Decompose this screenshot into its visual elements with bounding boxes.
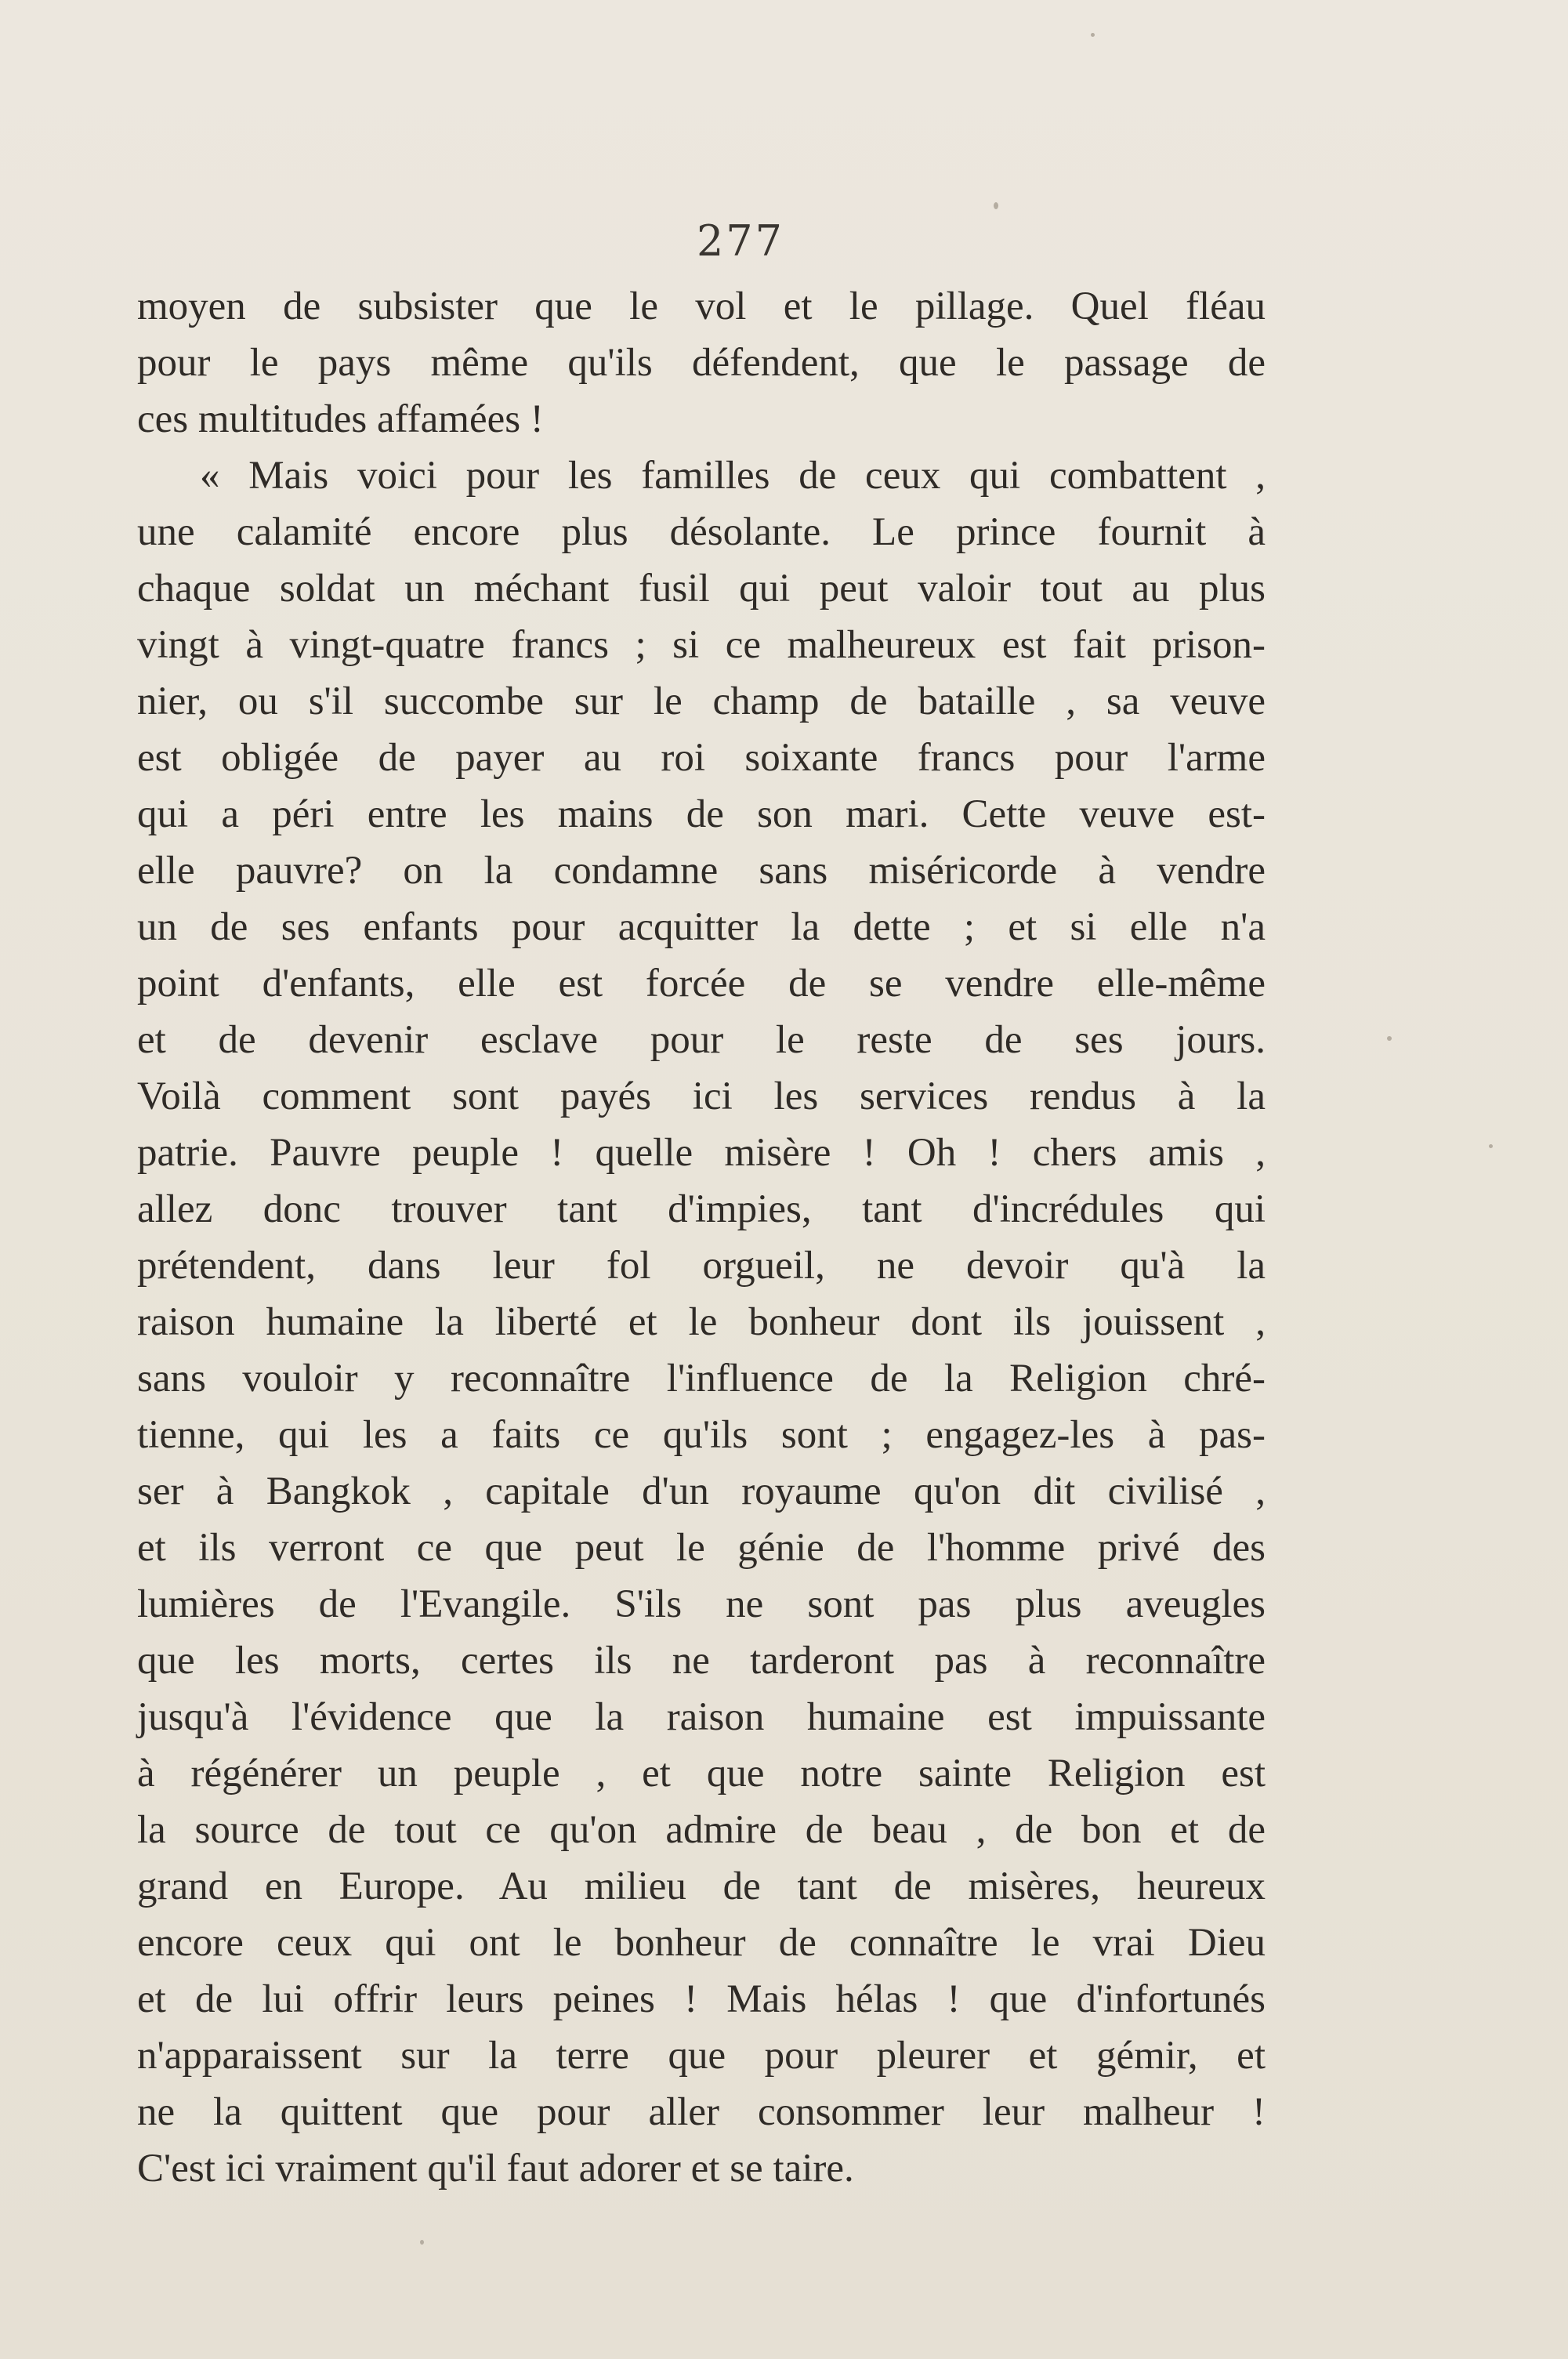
paper-speck [1387,1036,1392,1041]
text-line: Voilà comment sont payés ici les services rendus à la [137,1074,1266,1118]
text-line: grand en Europe. Au milieu de tant de misères, heureux [137,1864,1266,1908]
text-line: chaque soldat un méchant fusil qui peut valoir tout au plus [137,567,1266,611]
text-line: tienne, qui les a faits ce qu'ils sont ; engagez-les à pas- [137,1413,1266,1457]
text-line: jusqu'à l'évidence que la raison humaine est impuissante [137,1695,1266,1739]
text-line: est obligée de payer au roi soixante francs pour l'arme [137,736,1266,780]
body-text [137,278,1266,2197]
text-line: ne la quittent que pour aller consommer leur malheur ! [137,2090,1266,2134]
text-line: que les morts, certes ils ne tarderont pas à reconnaître [137,1639,1266,1683]
text-line: n'apparaissent sur la terre que pour pleurer et gémir, et [137,2034,1266,2078]
text-line: encore ceux qui ont le bonheur de connaître le vrai Dieu [137,1921,1266,1965]
paper-speck [994,202,998,209]
paper-speck [420,2240,424,2245]
text-line: elle pauvre? on la condamne sans miséricorde à vendre [137,849,1266,893]
text-line: vingt à vingt-quatre francs ; si ce malheureux est fait prison- [137,623,1266,667]
text-line: prétendent, dans leur fol orgueil, ne devoir qu'à la [137,1244,1266,1288]
text-line: pour le pays même qu'ils défendent, que le passage de [137,341,1266,385]
paper-speck [1489,1144,1493,1148]
text-line: allez donc trouver tant d'impies, tant d'incrédules qui [137,1187,1266,1231]
text-line: un de ses enfants pour acquitter la dette ; et si elle n'a [137,905,1266,949]
text-line: lumières de l'Evangile. S'ils ne sont pas plus aveugles [137,1582,1266,1626]
page-number: 277 [696,216,785,266]
text-line: ces multitudes affamées ! [137,397,544,441]
text-line: à régénérer un peuple , et que notre sainte Religion est [137,1752,1266,1796]
text-line: moyen de subsister que le vol et le pillage. Quel fléau [137,284,1266,328]
text-line: ser à Bangkok , capitale d'un royaume qu'on dit civilisé , [137,1469,1266,1513]
text-line: la source de tout ce qu'on admire de beau , de bon et de [137,1808,1266,1852]
text-line: une calamité encore plus désolante. Le prince fournit à [137,510,1266,554]
text-line: et de lui offrir leurs peines ! Mais hélas ! que d'infortunés [137,1977,1266,2021]
paper-speck [1091,33,1095,37]
text-line: « Mais voici pour les familles de ceux qui combattent , [200,454,1266,498]
text-line: sans vouloir y reconnaître l'influence de la Religion chré- [137,1357,1266,1401]
text-line: qui a péri entre les mains de son mari. Cette veuve est- [137,792,1266,836]
text-line: raison humaine la liberté et le bonheur dont ils jouissent , [137,1300,1266,1344]
text-line: patrie. Pauvre peuple ! quelle misère ! Oh ! chers amis , [137,1131,1266,1175]
text-line: C'est ici vraiment qu'il faut adorer et se taire. [137,2147,854,2190]
text-line: point d'enfants, elle est forcée de se vendre elle-même [137,962,1266,1006]
text-line: et ils verront ce que peut le génie de l'homme privé des [137,1526,1266,1570]
text-line: nier, ou s'il succombe sur le champ de bataille , sa veuve [137,679,1266,723]
text-line: et de devenir esclave pour le reste de ses jours. [137,1018,1266,1062]
